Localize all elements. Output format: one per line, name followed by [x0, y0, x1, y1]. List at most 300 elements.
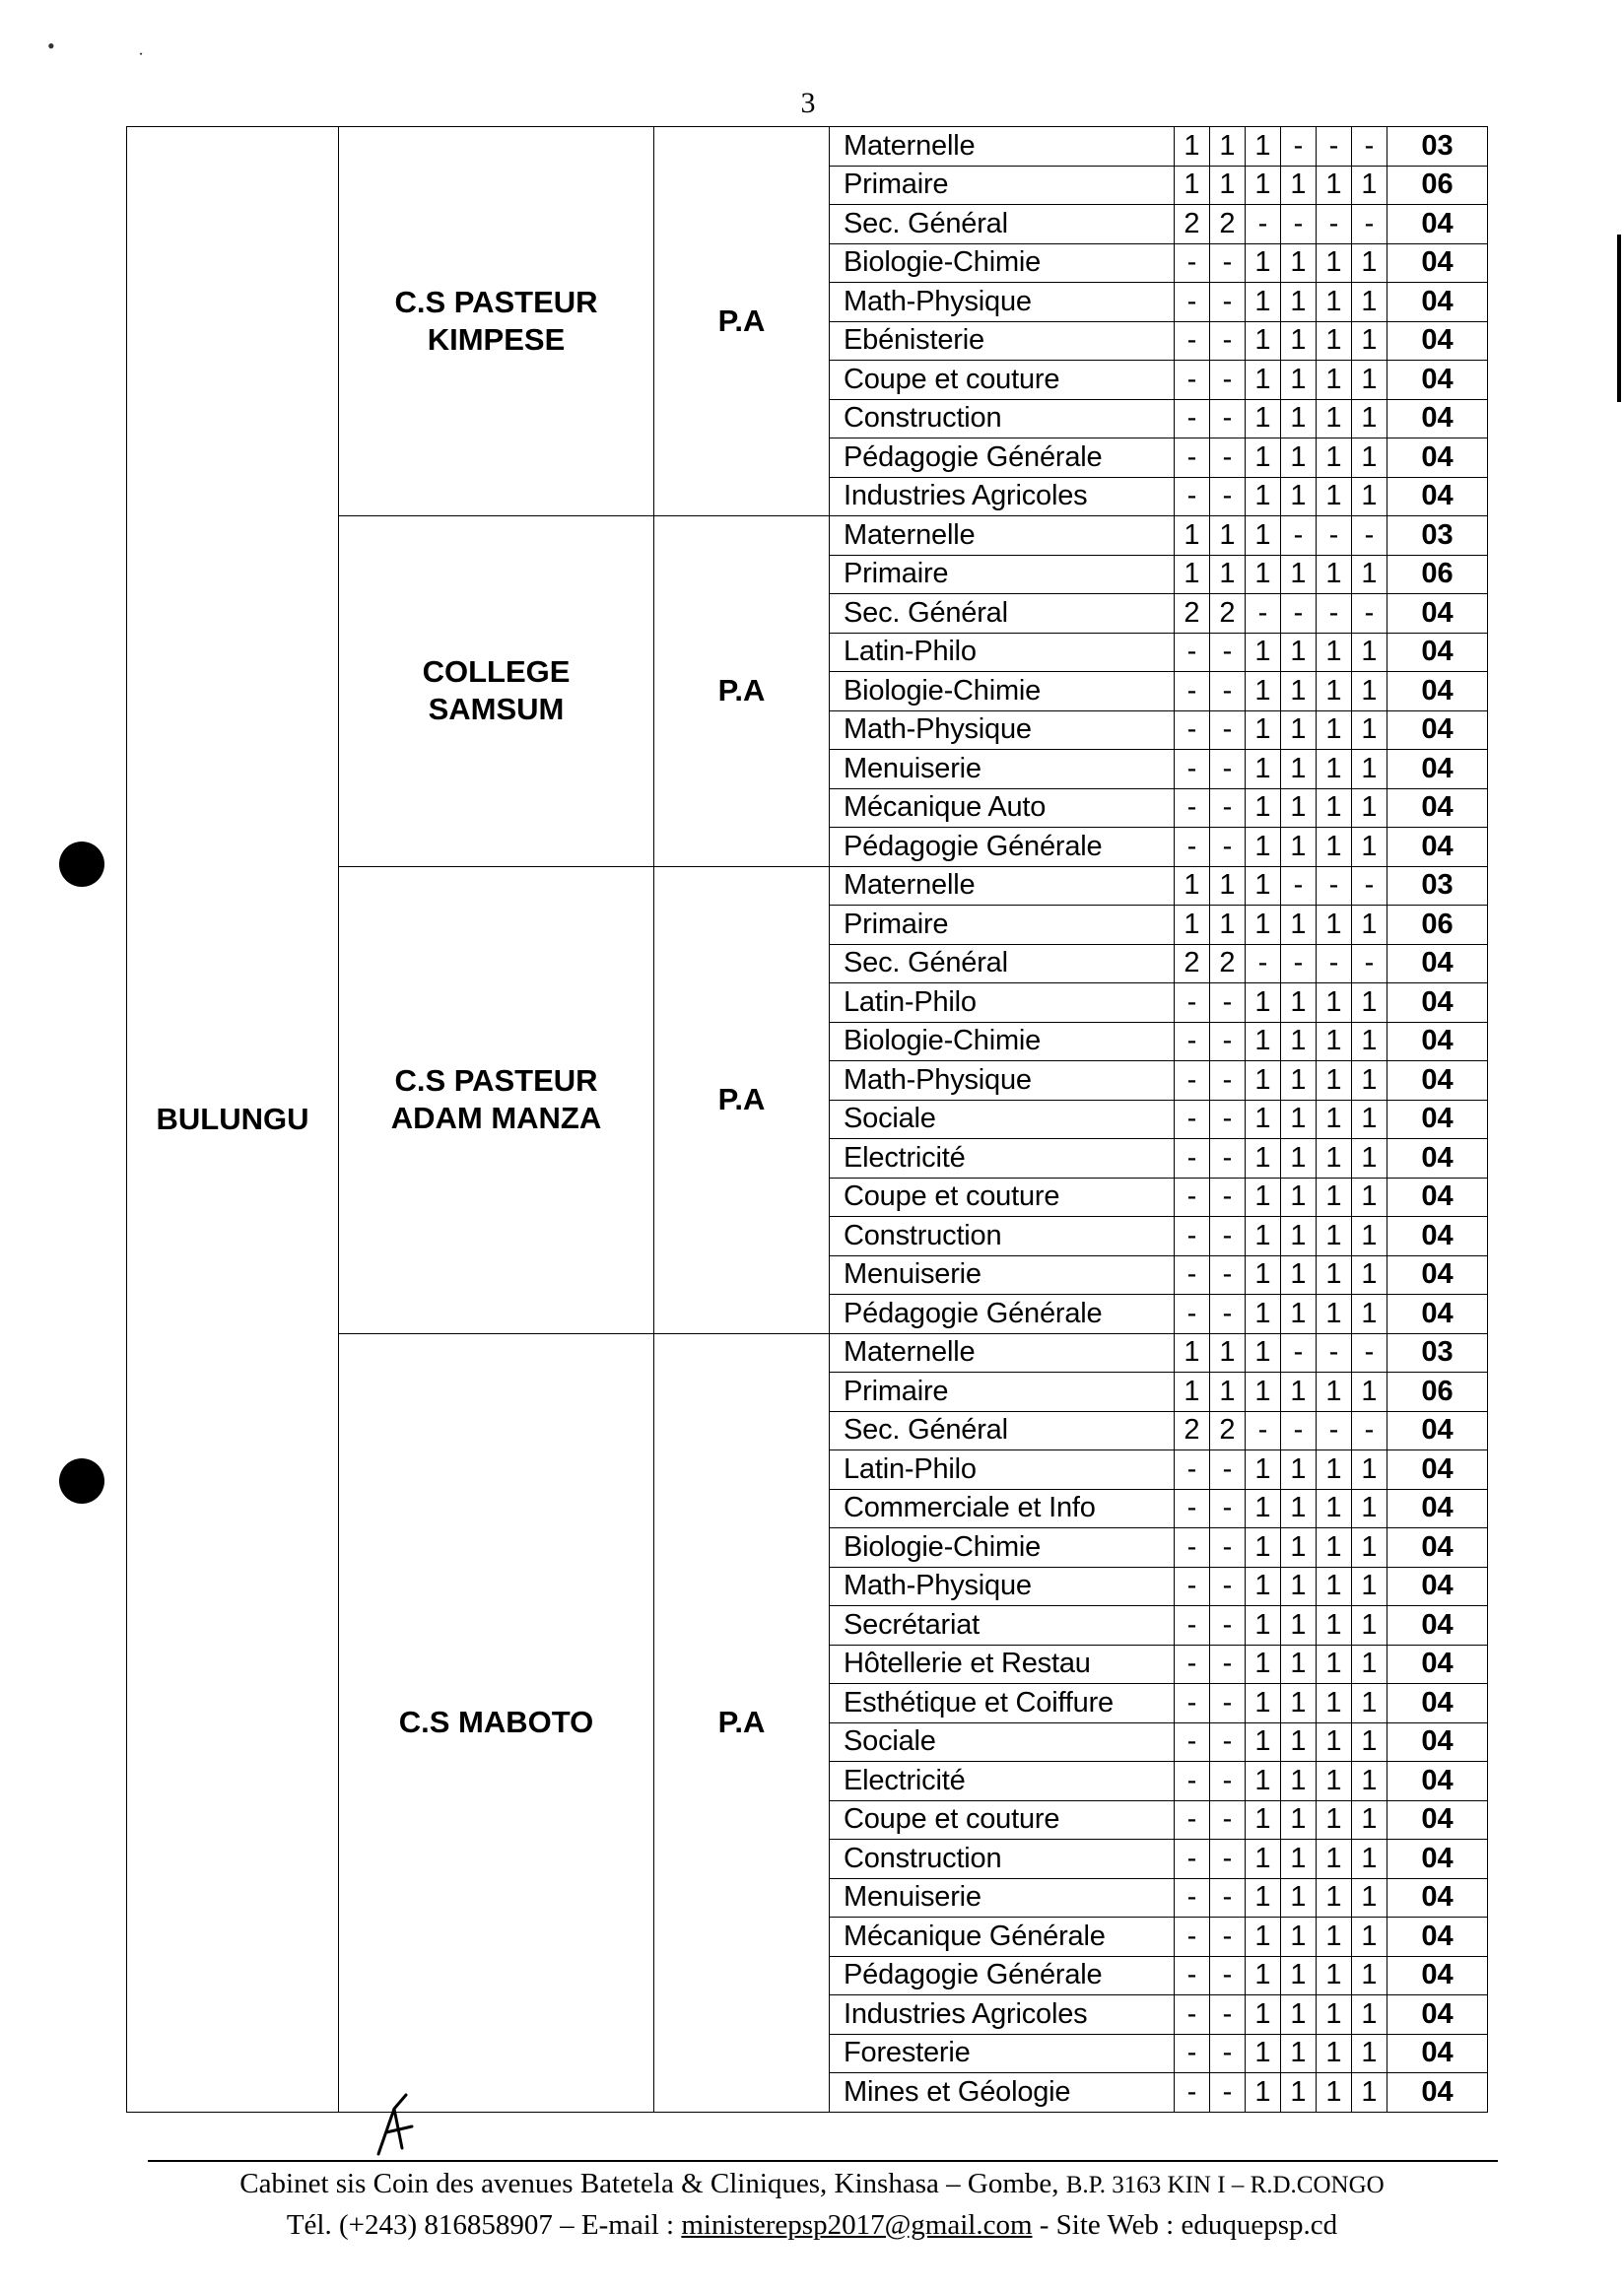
total-cell: 04: [1387, 361, 1488, 400]
class-count-cell: 1: [1246, 2073, 1281, 2113]
school-regime: P.A: [654, 516, 830, 867]
subject-cell: Coupe et couture: [830, 1800, 1175, 1840]
total-cell: 04: [1387, 594, 1488, 634]
stray-mark: ˑ: [138, 43, 145, 68]
class-count-cell: 1: [1246, 516, 1281, 556]
class-count-cell: -: [1352, 594, 1387, 634]
total-cell: 06: [1387, 166, 1488, 205]
class-count-cell: 1: [1281, 1762, 1317, 1801]
class-count-cell: 1: [1281, 399, 1317, 438]
class-count-cell: -: [1175, 1100, 1210, 1139]
class-count-cell: 1: [1246, 1217, 1281, 1256]
class-count-cell: 1: [1317, 983, 1352, 1023]
class-count-cell: 1: [1281, 477, 1317, 516]
subject-cell: Industries Agricoles: [830, 1995, 1175, 2035]
class-count-cell: -: [1246, 1411, 1281, 1450]
total-cell: 04: [1387, 828, 1488, 867]
subject-cell: Menuiserie: [830, 1878, 1175, 1918]
class-count-cell: -: [1317, 866, 1352, 906]
subject-cell: Coupe et couture: [830, 1178, 1175, 1217]
subject-cell: Primaire: [830, 555, 1175, 594]
margin-bar-mark: [1617, 235, 1621, 402]
class-count-cell: 1: [1246, 1489, 1281, 1528]
subject-cell: Biologie-Chimie: [830, 243, 1175, 283]
class-count-cell: 1: [1281, 1178, 1317, 1217]
class-count-cell: 1: [1317, 1645, 1352, 1684]
class-count-cell: 1: [1352, 633, 1387, 672]
class-count-cell: 2: [1175, 205, 1210, 244]
class-count-cell: 1: [1246, 127, 1281, 167]
class-count-cell: -: [1210, 1139, 1246, 1179]
subject-cell: Foresterie: [830, 2034, 1175, 2073]
class-count-cell: -: [1246, 594, 1281, 634]
class-count-cell: -: [1175, 1995, 1210, 2035]
total-cell: 04: [1387, 1411, 1488, 1450]
total-cell: 04: [1387, 243, 1488, 283]
class-count-cell: -: [1175, 2073, 1210, 2113]
class-count-cell: 1: [1281, 906, 1317, 945]
class-count-cell: -: [1210, 1061, 1246, 1101]
total-cell: 04: [1387, 2034, 1488, 2073]
class-count-cell: 1: [1281, 983, 1317, 1023]
total-cell: 04: [1387, 1100, 1488, 1139]
class-count-cell: 1: [1246, 1139, 1281, 1179]
class-count-cell: 1: [1281, 166, 1317, 205]
class-count-cell: -: [1175, 1722, 1210, 1762]
total-cell: 04: [1387, 1840, 1488, 1879]
class-count-cell: -: [1175, 750, 1210, 789]
class-count-cell: 1: [1317, 1918, 1352, 1957]
class-count-cell: 1: [1317, 1722, 1352, 1762]
class-count-cell: 1: [1246, 477, 1281, 516]
class-count-cell: 1: [1246, 983, 1281, 1023]
class-count-cell: 1: [1352, 1800, 1387, 1840]
class-count-cell: 1: [1317, 283, 1352, 322]
total-cell: 04: [1387, 1762, 1488, 1801]
class-count-cell: 1: [1281, 1918, 1317, 1957]
class-count-cell: 1: [1246, 1956, 1281, 1995]
class-count-cell: -: [1175, 243, 1210, 283]
class-count-cell: -: [1210, 983, 1246, 1023]
class-count-cell: -: [1175, 1217, 1210, 1256]
class-count-cell: 1: [1352, 1450, 1387, 1490]
class-count-cell: 1: [1352, 438, 1387, 478]
footer-address: [0, 2168, 1624, 2200]
class-count-cell: 1: [1317, 1567, 1352, 1606]
class-count-cell: 1: [1281, 1800, 1317, 1840]
class-count-cell: 1: [1317, 1450, 1352, 1490]
class-count-cell: 1: [1246, 1178, 1281, 1217]
class-count-cell: 2: [1175, 944, 1210, 983]
class-count-cell: 1: [1352, 1255, 1387, 1295]
class-count-cell: 2: [1175, 594, 1210, 634]
class-count-cell: 1: [1352, 1217, 1387, 1256]
class-count-cell: -: [1281, 516, 1317, 556]
class-count-cell: -: [1175, 1684, 1210, 1723]
punch-hole-mark: [59, 1458, 104, 1504]
class-count-cell: -: [1175, 399, 1210, 438]
class-count-cell: 1: [1246, 828, 1281, 867]
class-count-cell: 1: [1246, 1684, 1281, 1723]
class-count-cell: 1: [1352, 555, 1387, 594]
class-count-cell: -: [1210, 1722, 1246, 1762]
class-count-cell: -: [1175, 1606, 1210, 1646]
class-count-cell: 1: [1352, 1373, 1387, 1412]
class-count-cell: 1: [1210, 516, 1246, 556]
class-count-cell: 1: [1317, 1255, 1352, 1295]
subject-cell: Latin-Philo: [830, 1450, 1175, 1490]
class-count-cell: 1: [1281, 555, 1317, 594]
class-count-cell: -: [1210, 633, 1246, 672]
class-count-cell: 1: [1281, 283, 1317, 322]
school-name: C.S PASTEUR ADAM MANZA: [339, 866, 654, 1333]
subject-cell: Latin-Philo: [830, 633, 1175, 672]
class-count-cell: 1: [1352, 1645, 1387, 1684]
class-count-cell: 1: [1246, 1528, 1281, 1568]
footer-website: - Site Web : eduquepsp.cd: [1032, 2209, 1338, 2241]
total-cell: 04: [1387, 321, 1488, 361]
total-cell: 04: [1387, 1528, 1488, 1568]
subject-cell: Electricité: [830, 1762, 1175, 1801]
class-count-cell: -: [1175, 983, 1210, 1023]
total-cell: 04: [1387, 672, 1488, 711]
total-cell: 04: [1387, 983, 1488, 1023]
subject-cell: Esthétique et Coiffure: [830, 1684, 1175, 1723]
class-count-cell: -: [1210, 672, 1246, 711]
class-count-cell: -: [1175, 788, 1210, 828]
class-count-cell: 1: [1281, 1722, 1317, 1762]
class-count-cell: -: [1175, 672, 1210, 711]
punch-hole-mark: [59, 842, 104, 887]
class-count-cell: 1: [1281, 633, 1317, 672]
subject-cell: Biologie-Chimie: [830, 672, 1175, 711]
class-count-cell: 1: [1281, 1139, 1317, 1179]
class-count-cell: 1: [1281, 672, 1317, 711]
subject-cell: Sec. Général: [830, 944, 1175, 983]
subject-cell: Sociale: [830, 1100, 1175, 1139]
class-count-cell: 1: [1246, 1100, 1281, 1139]
class-count-cell: 1: [1281, 828, 1317, 867]
class-count-cell: 1: [1352, 1295, 1387, 1334]
class-count-cell: -: [1175, 361, 1210, 400]
class-count-cell: 1: [1317, 2034, 1352, 2073]
class-count-cell: -: [1175, 1255, 1210, 1295]
subject-cell: Maternelle: [830, 1333, 1175, 1373]
subject-cell: Ebénisterie: [830, 321, 1175, 361]
class-count-cell: 1: [1175, 906, 1210, 945]
class-count-cell: 1: [1246, 1022, 1281, 1061]
subject-cell: Math-Physique: [830, 283, 1175, 322]
class-count-cell: -: [1210, 828, 1246, 867]
class-count-cell: 1: [1352, 243, 1387, 283]
class-count-cell: -: [1210, 399, 1246, 438]
district-name: BULUNGU: [127, 127, 339, 2113]
class-count-cell: 1: [1317, 1606, 1352, 1646]
class-count-cell: 1: [1317, 1528, 1352, 1568]
class-count-cell: -: [1210, 710, 1246, 750]
subject-cell: Sociale: [830, 1722, 1175, 1762]
class-count-cell: 1: [1317, 166, 1352, 205]
class-count-cell: 1: [1246, 672, 1281, 711]
total-cell: 04: [1387, 1450, 1488, 1490]
class-count-cell: 1: [1352, 1606, 1387, 1646]
class-count-cell: -: [1210, 477, 1246, 516]
class-count-cell: 1: [1317, 1100, 1352, 1139]
class-count-cell: 1: [1246, 2034, 1281, 2073]
class-count-cell: 1: [1210, 166, 1246, 205]
total-cell: 04: [1387, 1645, 1488, 1684]
class-count-cell: 1: [1317, 750, 1352, 789]
class-count-cell: 1: [1281, 321, 1317, 361]
class-count-cell: -: [1175, 321, 1210, 361]
class-count-cell: 1: [1246, 1800, 1281, 1840]
school-options-table: [126, 126, 1488, 2113]
class-count-cell: 1: [1246, 1373, 1281, 1412]
class-count-cell: 1: [1281, 1840, 1317, 1879]
subject-cell: Latin-Philo: [830, 983, 1175, 1023]
class-count-cell: 1: [1281, 1295, 1317, 1334]
class-count-cell: 1: [1246, 1722, 1281, 1762]
class-count-cell: 1: [1317, 1373, 1352, 1412]
class-count-cell: 1: [1246, 1295, 1281, 1334]
class-count-cell: 1: [1175, 1333, 1210, 1373]
class-count-cell: 1: [1317, 1139, 1352, 1179]
class-count-cell: 1: [1281, 1489, 1317, 1528]
class-count-cell: -: [1352, 866, 1387, 906]
class-count-cell: 1: [1246, 788, 1281, 828]
class-count-cell: -: [1281, 1411, 1317, 1450]
total-cell: 04: [1387, 1606, 1488, 1646]
class-count-cell: 1: [1317, 1840, 1352, 1879]
class-count-cell: 1: [1210, 1333, 1246, 1373]
class-count-cell: 1: [1246, 166, 1281, 205]
class-count-cell: 1: [1281, 1061, 1317, 1101]
subject-cell: Construction: [830, 1840, 1175, 1879]
subject-cell: Secrétariat: [830, 1606, 1175, 1646]
class-count-cell: 1: [1317, 1295, 1352, 1334]
class-count-cell: -: [1317, 205, 1352, 244]
subject-cell: Mines et Géologie: [830, 2073, 1175, 2113]
class-count-cell: 1: [1352, 1022, 1387, 1061]
class-count-cell: 1: [1317, 1178, 1352, 1217]
class-count-cell: -: [1210, 1840, 1246, 1879]
class-count-cell: 1: [1352, 1956, 1387, 1995]
class-count-cell: -: [1210, 2034, 1246, 2073]
subject-cell: Primaire: [830, 1373, 1175, 1412]
class-count-cell: 1: [1317, 1800, 1352, 1840]
class-count-cell: -: [1352, 205, 1387, 244]
class-count-cell: -: [1281, 944, 1317, 983]
class-count-cell: 1: [1352, 1878, 1387, 1918]
subject-cell: Construction: [830, 399, 1175, 438]
class-count-cell: -: [1317, 127, 1352, 167]
class-count-cell: -: [1246, 944, 1281, 983]
class-count-cell: 1: [1246, 283, 1281, 322]
class-count-cell: -: [1281, 1333, 1317, 1373]
class-count-cell: 1: [1246, 243, 1281, 283]
class-count-cell: 1: [1317, 243, 1352, 283]
class-count-cell: -: [1175, 283, 1210, 322]
total-cell: 04: [1387, 399, 1488, 438]
class-count-cell: 1: [1246, 906, 1281, 945]
subject-cell: Mécanique Générale: [830, 1918, 1175, 1957]
subject-cell: Pédagogie Générale: [830, 1295, 1175, 1334]
subject-cell: Pédagogie Générale: [830, 1956, 1175, 1995]
class-count-cell: -: [1175, 1840, 1210, 1879]
class-count-cell: -: [1175, 2034, 1210, 2073]
class-count-cell: 1: [1317, 906, 1352, 945]
class-count-cell: 2: [1210, 205, 1246, 244]
footer-po-box: B.P. 3163 KIN I – R.D.CONGO: [1065, 2172, 1385, 2198]
class-count-cell: -: [1210, 243, 1246, 283]
total-cell: 03: [1387, 866, 1488, 906]
subject-cell: Sec. Général: [830, 205, 1175, 244]
class-count-cell: -: [1281, 594, 1317, 634]
class-count-cell: -: [1210, 283, 1246, 322]
subject-cell: Electricité: [830, 1139, 1175, 1179]
class-count-cell: 1: [1352, 1684, 1387, 1723]
class-count-cell: -: [1210, 321, 1246, 361]
class-count-cell: -: [1210, 788, 1246, 828]
class-count-cell: 1: [1317, 555, 1352, 594]
total-cell: 04: [1387, 1878, 1488, 1918]
total-cell: 04: [1387, 788, 1488, 828]
subject-cell: Industries Agricoles: [830, 477, 1175, 516]
class-count-cell: -: [1210, 361, 1246, 400]
class-count-cell: -: [1210, 1918, 1246, 1957]
class-count-cell: 1: [1210, 127, 1246, 167]
class-count-cell: 1: [1317, 2073, 1352, 2113]
class-count-cell: -: [1210, 1100, 1246, 1139]
subject-cell: Coupe et couture: [830, 361, 1175, 400]
total-cell: 04: [1387, 750, 1488, 789]
total-cell: 04: [1387, 1684, 1488, 1723]
class-count-cell: 1: [1352, 1178, 1387, 1217]
class-count-cell: 1: [1352, 672, 1387, 711]
subject-cell: Sec. Général: [830, 1411, 1175, 1450]
class-count-cell: -: [1210, 1762, 1246, 1801]
class-count-cell: -: [1317, 1333, 1352, 1373]
class-count-cell: 1: [1281, 361, 1317, 400]
total-cell: 04: [1387, 477, 1488, 516]
class-count-cell: 1: [1352, 399, 1387, 438]
total-cell: 03: [1387, 516, 1488, 556]
class-count-cell: -: [1210, 1450, 1246, 1490]
class-count-cell: 1: [1210, 906, 1246, 945]
class-count-cell: -: [1175, 1762, 1210, 1801]
class-count-cell: 1: [1352, 1840, 1387, 1879]
class-count-cell: 1: [1281, 438, 1317, 478]
class-count-cell: 1: [1352, 321, 1387, 361]
class-count-cell: 1: [1281, 1373, 1317, 1412]
class-count-cell: 1: [1317, 1489, 1352, 1528]
class-count-cell: 2: [1210, 1411, 1246, 1450]
class-count-cell: 1: [1246, 1333, 1281, 1373]
class-count-cell: -: [1175, 1139, 1210, 1179]
footer-email-link[interactable]: ministerepsp2017@gmail.com: [681, 2209, 1033, 2241]
signature-mark: [372, 2089, 432, 2158]
class-count-cell: 1: [1246, 633, 1281, 672]
class-count-cell: -: [1210, 1489, 1246, 1528]
class-count-cell: 1: [1246, 1450, 1281, 1490]
class-count-cell: 1: [1281, 1684, 1317, 1723]
subject-cell: Biologie-Chimie: [830, 1528, 1175, 1568]
class-count-cell: 1: [1246, 750, 1281, 789]
class-count-cell: 1: [1317, 477, 1352, 516]
class-count-cell: -: [1281, 127, 1317, 167]
class-count-cell: -: [1210, 1295, 1246, 1334]
class-count-cell: 1: [1352, 906, 1387, 945]
class-count-cell: 1: [1281, 1528, 1317, 1568]
class-count-cell: 1: [1317, 828, 1352, 867]
footer-contact: [0, 2209, 1624, 2242]
class-count-cell: -: [1210, 1878, 1246, 1918]
subject-cell: Biologie-Chimie: [830, 1022, 1175, 1061]
class-count-cell: -: [1210, 1684, 1246, 1723]
class-count-cell: -: [1175, 1918, 1210, 1957]
subject-cell: Mécanique Auto: [830, 788, 1175, 828]
class-count-cell: -: [1281, 866, 1317, 906]
class-count-cell: -: [1317, 516, 1352, 556]
subject-cell: Math-Physique: [830, 1061, 1175, 1101]
class-count-cell: 1: [1246, 1840, 1281, 1879]
subject-cell: Menuiserie: [830, 1255, 1175, 1295]
class-count-cell: 1: [1246, 1878, 1281, 1918]
class-count-cell: -: [1175, 1022, 1210, 1061]
class-count-cell: 1: [1317, 1684, 1352, 1723]
class-count-cell: 1: [1352, 2034, 1387, 2073]
class-count-cell: -: [1210, 2073, 1246, 2113]
total-cell: 04: [1387, 1800, 1488, 1840]
class-count-cell: 1: [1281, 1606, 1317, 1646]
class-count-cell: -: [1210, 438, 1246, 478]
class-count-cell: -: [1352, 1333, 1387, 1373]
class-count-cell: 1: [1352, 1139, 1387, 1179]
class-count-cell: 1: [1210, 1373, 1246, 1412]
class-count-cell: 1: [1246, 1645, 1281, 1684]
class-count-cell: 1: [1281, 243, 1317, 283]
total-cell: 06: [1387, 1373, 1488, 1412]
subject-cell: Math-Physique: [830, 1567, 1175, 1606]
class-count-cell: 1: [1352, 166, 1387, 205]
class-count-cell: -: [1175, 1956, 1210, 1995]
class-count-cell: 1: [1281, 1878, 1317, 1918]
class-count-cell: 1: [1317, 1956, 1352, 1995]
class-count-cell: 1: [1281, 1645, 1317, 1684]
class-count-cell: 1: [1352, 828, 1387, 867]
class-count-cell: -: [1210, 750, 1246, 789]
class-count-cell: 1: [1246, 1762, 1281, 1801]
footer-address-main: Cabinet sis Coin des avenues Batetela & Cliniques, Kinshasa – Gombe,: [239, 2168, 1066, 2199]
class-count-cell: -: [1210, 1217, 1246, 1256]
class-count-cell: 1: [1246, 438, 1281, 478]
class-count-cell: 1: [1246, 1995, 1281, 2035]
class-count-cell: 1: [1246, 1255, 1281, 1295]
class-count-cell: 1: [1210, 555, 1246, 594]
class-count-cell: 1: [1317, 321, 1352, 361]
total-cell: 06: [1387, 906, 1488, 945]
class-count-cell: 1: [1246, 321, 1281, 361]
class-count-cell: -: [1210, 1567, 1246, 1606]
class-count-cell: 1: [1352, 1061, 1387, 1101]
class-count-cell: -: [1210, 1800, 1246, 1840]
class-count-cell: -: [1175, 1489, 1210, 1528]
class-count-cell: 1: [1281, 1255, 1317, 1295]
total-cell: 04: [1387, 1295, 1488, 1334]
class-count-cell: -: [1352, 944, 1387, 983]
class-count-cell: -: [1281, 205, 1317, 244]
class-count-cell: -: [1175, 828, 1210, 867]
